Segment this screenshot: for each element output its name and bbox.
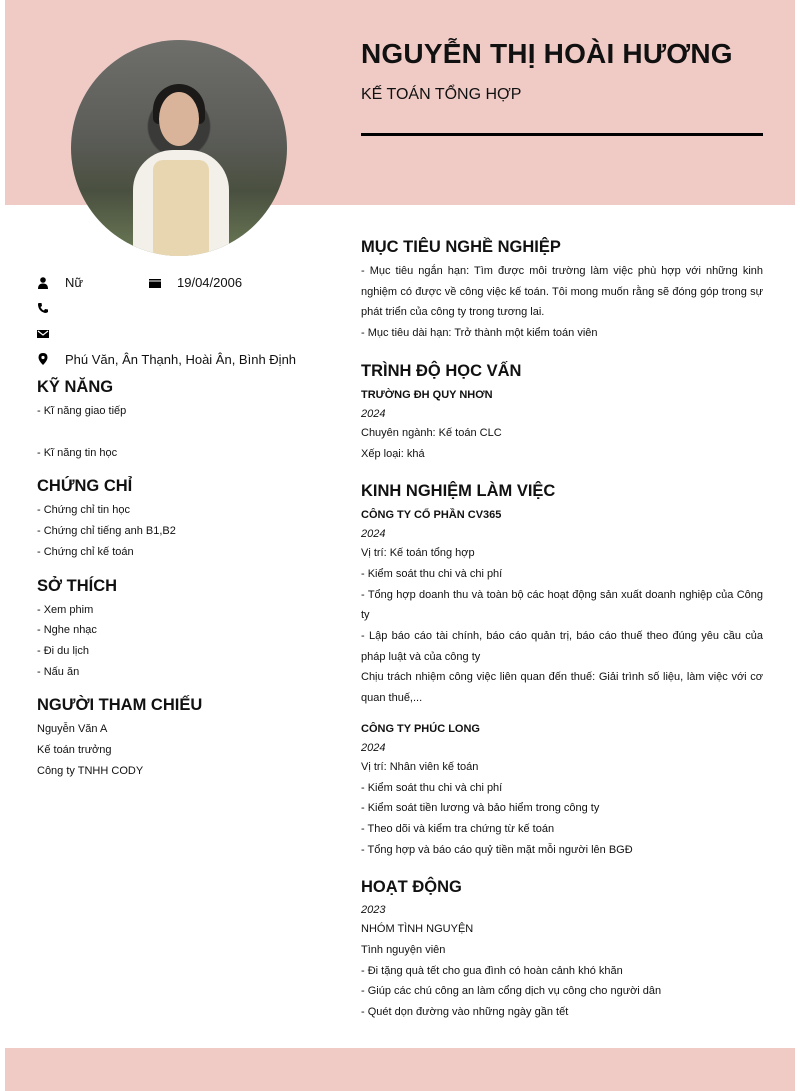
list-item: - Quét dọn đường vào những ngày gần tết bbox=[361, 1006, 569, 1019]
section-title: NGƯỜI THAM CHIẾU bbox=[37, 696, 203, 715]
activities-section bbox=[361, 878, 763, 1023]
objective-section bbox=[361, 238, 763, 344]
list-item: - Đi du lịch bbox=[37, 644, 89, 657]
section-title: SỞ THÍCH bbox=[37, 576, 118, 595]
list-item: Chuyên ngành: Kế toán CLC bbox=[361, 426, 502, 439]
list-item: - Xem phim bbox=[37, 603, 94, 616]
list-item: Xếp loại: khá bbox=[361, 447, 425, 460]
list-item: - Kiểm soát thu chi và chi phí bbox=[361, 567, 503, 580]
list-item: - Kĩ năng giao tiếp bbox=[37, 405, 127, 417]
year: 2023 bbox=[361, 904, 386, 917]
list-item: - Tổng hợp doanh thu và toàn bộ các hoạt động sản xuất doanh nghiệp của Công ty bbox=[361, 588, 763, 622]
list-item: - Kiểm soát tiền lương và bảo hiểm trong công ty bbox=[361, 802, 600, 815]
education-section bbox=[361, 362, 763, 464]
school-name: TRƯỜNG ĐH QUY NHƠN bbox=[361, 388, 493, 401]
paragraph: - Mục tiêu ngắn hạn: Tìm được môi trường làm việc phù hợp với những kinh nghiệm có được về công việc kế toán. Tôi mong muốn rằng sẽ đóng góp trong sự phát triển của công ty trong tương lai. bbox=[361, 265, 763, 319]
profile-photo bbox=[71, 40, 287, 256]
list-item: - Đi tặng quà tết cho gua đình có hoàn cảnh khó khăn bbox=[361, 964, 623, 977]
year: 2024 bbox=[361, 741, 386, 754]
list-item: Nguyễn Văn A bbox=[37, 723, 108, 736]
year: 2024 bbox=[361, 528, 386, 541]
list-item: - Giúp các chú công an làm cổng dịch vụ công cho người dân bbox=[361, 985, 662, 998]
birthday: 19/04/2006 bbox=[177, 275, 243, 291]
list-item: Vị trí: Kế toán tổng hợp bbox=[361, 547, 475, 560]
right-column bbox=[361, 238, 763, 1037]
list-item: NHÓM TÌNH NGUYỆN bbox=[361, 923, 474, 936]
section-title: KINH NGHIỆM LÀM VIỆC bbox=[361, 482, 556, 501]
list-item: - Tổng hợp và báo cáo quỷ tiền mặt mỗi người lên BGĐ bbox=[361, 843, 633, 856]
list-item: - Kiểm soát thu chi và chi phí bbox=[361, 781, 503, 794]
list-item: - Chứng chỉ kế toán bbox=[37, 545, 134, 558]
phone-icon bbox=[37, 302, 49, 314]
list-item: Vị trí: Nhân viên kế toán bbox=[361, 760, 479, 773]
list-item: - Chứng chỉ tiếng anh B1,B2 bbox=[37, 525, 176, 538]
left-column bbox=[37, 270, 327, 795]
job-title: KẾ TOÁN TỔNG HỢP bbox=[361, 86, 522, 103]
section-title: CHỨNG CHỈ bbox=[37, 477, 133, 496]
location-icon bbox=[37, 353, 49, 365]
experience-section bbox=[361, 482, 763, 860]
list-item: - Nghe nhạc bbox=[37, 624, 97, 637]
section-title: MỤC TIÊU NGHỀ NGHIỆP bbox=[361, 238, 561, 256]
list-item: - Lập báo cáo tài chính, báo cáo quản trị, báo cáo thuế theo đúng yêu cầu của pháp luật và của công ty bbox=[361, 630, 763, 663]
list-item: Chịu trách nhiệm công việc liên quan đến thuế: Giải trình số liệu, làm việc với cơ quan thuế,... bbox=[361, 671, 763, 705]
company-name: CÔNG TY CỔ PHẦN CV365 bbox=[361, 509, 502, 522]
list-item: - Nấu ăn bbox=[37, 665, 80, 678]
list-item: - Kĩ năng tin học bbox=[37, 446, 118, 459]
footer-band bbox=[5, 1048, 795, 1091]
candidate-name: NGUYỄN THỊ HOÀI HƯƠNG bbox=[361, 38, 733, 69]
paragraph: - Mục tiêu dài hạn: Trở thành một kiểm toán viên bbox=[361, 327, 598, 340]
list-item: - Theo dõi và kiểm tra chứng từ kế toán bbox=[361, 822, 555, 835]
gender: Nữ bbox=[65, 275, 84, 291]
list-item: Tình nguyện viên bbox=[361, 944, 446, 957]
list-item: Công ty TNHH CODY bbox=[37, 764, 144, 777]
list-item: Kế toán trưởng bbox=[37, 744, 112, 757]
year: 2024 bbox=[361, 407, 386, 420]
calendar-icon bbox=[149, 277, 161, 289]
references-section bbox=[37, 696, 327, 781]
section-title: HOẠT ĐỘNG bbox=[361, 878, 462, 897]
address: Phú Văn, Ân Thạnh, Hoài Ân, Bình Định bbox=[65, 351, 297, 367]
header-divider bbox=[361, 133, 763, 136]
hobbies-section bbox=[37, 577, 327, 683]
certificates-section bbox=[37, 477, 327, 562]
company-name: CÔNG TY PHÚC LONG bbox=[361, 722, 480, 735]
section-title: TRÌNH ĐỘ HỌC VẤN bbox=[361, 361, 522, 380]
user-icon bbox=[37, 277, 49, 289]
email-icon bbox=[37, 328, 49, 340]
list-item: - Chứng chỉ tin học bbox=[37, 504, 130, 517]
section-title: KỸ NĂNG bbox=[37, 378, 114, 396]
skills-section bbox=[37, 378, 327, 463]
